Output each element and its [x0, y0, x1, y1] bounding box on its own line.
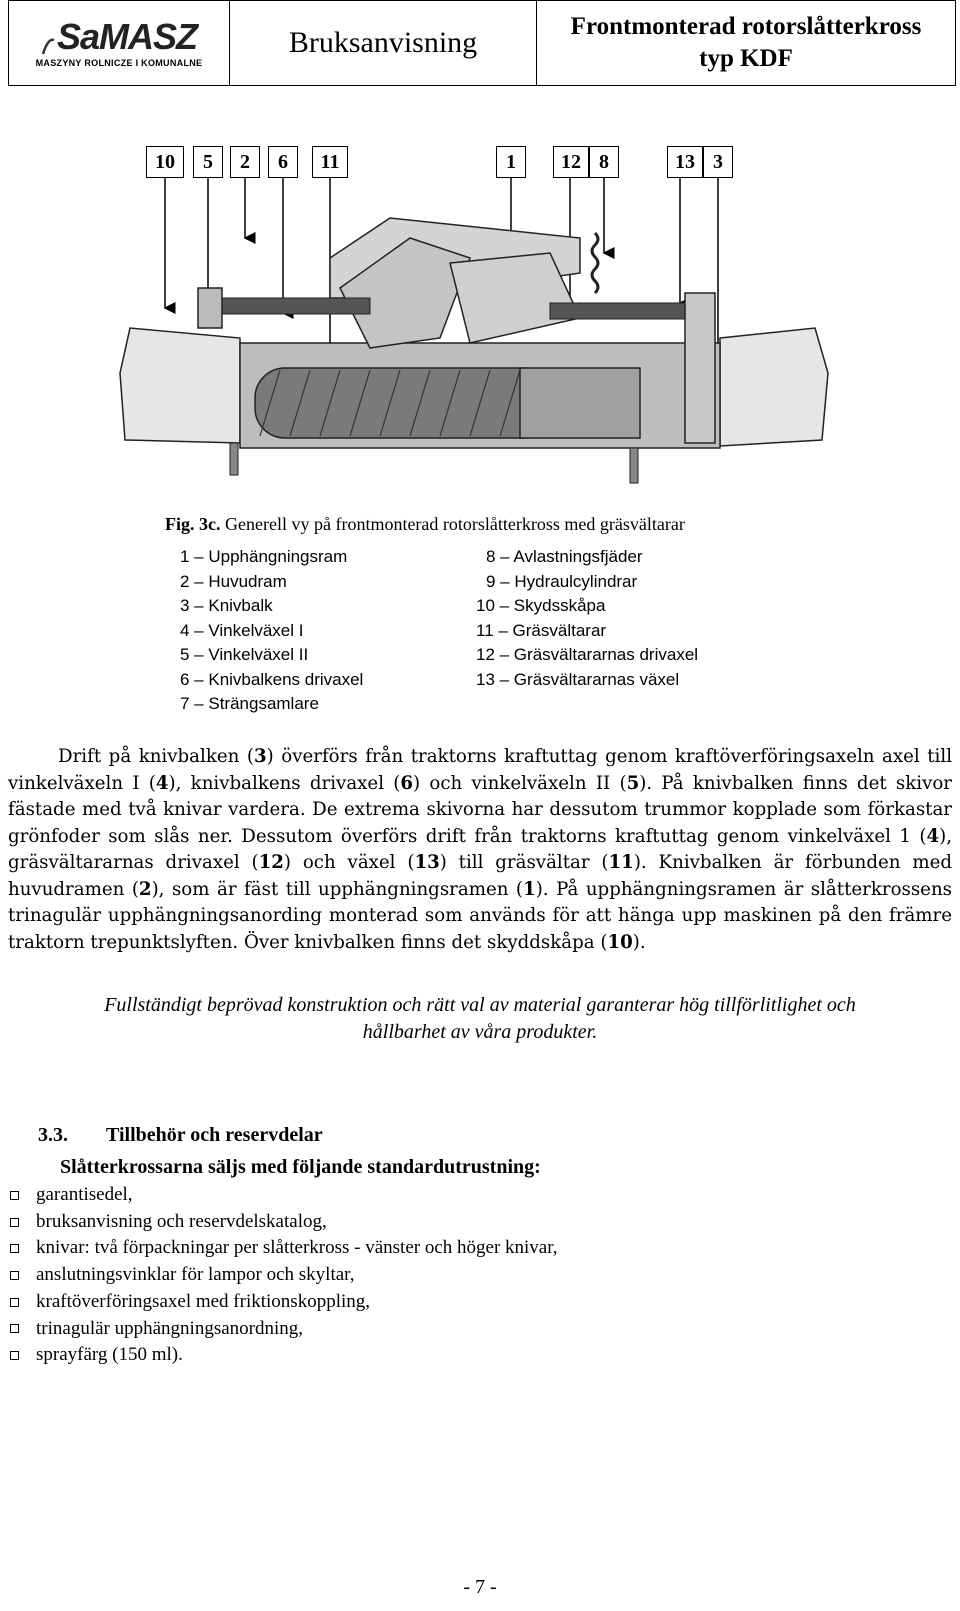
checkbox-bullet-icon: [10, 1244, 19, 1253]
document-title: [537, 1, 955, 85]
list-item: anslutningsvinklar för lampor och skyltar,: [8, 1262, 558, 1289]
checkbox-bullet-icon: [10, 1324, 19, 1333]
quote-line: hållbarhet av våra produkter.: [362, 1021, 598, 1043]
page-header: [8, 0, 956, 86]
mower-illustration: [110, 178, 850, 508]
legend-item: 13 – Gräsvältararnas växel: [476, 669, 680, 689]
list-item: sprayfärg (150 ml).: [8, 1342, 558, 1369]
section-number: 3.3.: [38, 1124, 68, 1146]
list-item: garantisedel,: [8, 1182, 558, 1209]
section-title: Tillbehör och reservdelar: [106, 1124, 323, 1146]
company-logo: [9, 1, 230, 85]
list-item: kraftöverföringsaxel med friktionskoppling,: [8, 1289, 558, 1316]
quality-statement: [20, 992, 940, 1046]
legend-item: 10 – Skydsskåpa: [476, 596, 606, 615]
legend-item: 5 – Vinkelväxel II: [180, 645, 309, 664]
caption-text: Generell vy på frontmonterad rotorslåtterkross med gräsvältarar: [220, 514, 685, 534]
description-paragraph: Drift på knivbalken (3) överförs från traktorns kraftuttag genom kraftöverföringsaxeln axel till vinkelväxeln I (4), knivbalkens drivaxel (6) och vinkelväxeln II (5). På knivbalken finns det skivor fästade med två knivar vardera. De extrema skivorna har dessutom trummor kopplade som förkastar grönfoder som slås ner. Dessutom överförs drift från traktorns kraftuttag genom vinkelväxel 1 (4), gräsvältararnas drivaxel (12) och växel (13) till gräsvältar (11). Knivbalken är förbunden med huvudramen (2), som är fäst till upphängningsramen (1). På upphängningsramen är slåtterkrossens trinagulär upphängningsanording monterad som används för att hänga upp maskinen på den främre traktorn trepunktslyften. Över knivbalken finns det skyddskåpa (10).: [8, 746, 953, 953]
list-item: bruksanvisning och reservdelskatalog,: [8, 1209, 558, 1236]
document-type: Bruksanvisning: [230, 1, 537, 85]
figure-label: 8: [589, 146, 619, 178]
checkbox-bullet-icon: [10, 1218, 19, 1227]
legend-item: 12 – Gräsvältararnas drivaxel: [476, 645, 699, 664]
figure-label: 5: [193, 146, 223, 178]
figure-label: 2: [230, 146, 260, 178]
figure-label: 12: [553, 146, 589, 178]
standard-equipment-list: [8, 1182, 558, 1369]
checkbox-bullet-icon: [10, 1191, 19, 1200]
legend-item: 6 – Knivbalkens drivaxel: [180, 669, 364, 689]
legend-item: 11 – Gräsvältarar: [476, 620, 607, 640]
legend-left: [180, 545, 363, 717]
quote-line: Fullständigt beprövad konstruktion och rätt val av material garanterar hög tillförlitlighet och: [104, 994, 856, 1016]
caption-label: Fig. 3c.: [165, 514, 221, 534]
legend-item: 9 – Hydraulcylindrar: [486, 571, 638, 591]
legend-right: [476, 545, 698, 692]
title-line-1: Frontmonterad rotorslåtterkross: [570, 13, 922, 40]
page-number: - 7 -: [463, 1576, 497, 1598]
figure-caption: [165, 514, 685, 535]
list-item: trinagulär upphängningsanordning,: [8, 1316, 558, 1343]
checkbox-bullet-icon: [10, 1298, 19, 1307]
logo-text: SaMASZ: [56, 16, 198, 57]
logo-subtitle: MASZYNY ROLNICZE I KOMUNALNE: [35, 58, 203, 68]
figure-label: 3: [703, 146, 733, 178]
legend-item: 7 – Strängsamlare: [180, 694, 319, 713]
legend-item: 8 – Avlastningsfjäder: [486, 547, 643, 566]
legend-item: 1 – Upphängningsram: [180, 547, 348, 566]
checkbox-bullet-icon: [10, 1351, 19, 1360]
legend-item: 3 – Knivbalk: [180, 596, 273, 615]
figure-label: 6: [268, 146, 298, 178]
section-subheading: Slåtterkrossarna säljs med följande standardutrustning:: [60, 1156, 541, 1178]
title-line-2: typ KDF: [699, 45, 793, 72]
legend-item: 2 – Huvudram: [180, 571, 287, 591]
figure-label: 10: [146, 146, 184, 178]
figure-label: 1: [496, 146, 526, 178]
list-item: knivar: två förpackningar per slåtterkross - vänster och höger knivar,: [8, 1235, 558, 1262]
figure-label: 13: [667, 146, 703, 178]
checkbox-bullet-icon: [10, 1271, 19, 1280]
legend-item: 4 – Vinkelväxel I: [180, 620, 304, 640]
figure-label: 11: [312, 146, 348, 178]
logo-swoosh-icon: [41, 36, 55, 56]
section-heading: [38, 1124, 323, 1147]
